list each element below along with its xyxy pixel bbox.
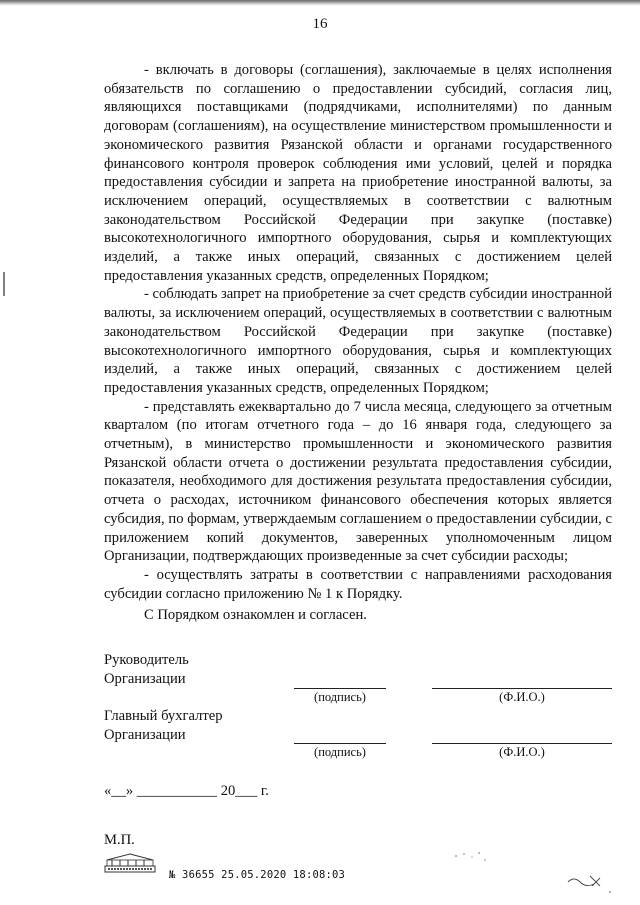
head-name-caption: (Ф.И.О.) (499, 690, 545, 704)
building-stamp-icon (104, 852, 156, 874)
accountant-signature-caption: (подпись) (314, 745, 366, 759)
handwritten-mark (560, 862, 620, 900)
accountant-name-caption: (Ф.И.О.) (499, 745, 545, 759)
registration-number: № 36655 25.05.2020 18:08:03 (169, 869, 346, 881)
scan-edge-mark (0, 270, 10, 300)
paragraph-contracts: - включать в договоры (соглашения), заключаемые в целях исполнения обязательств по соглашению о предоставлении субсидий, согласия лиц, являющихся поставщиками (подрядчиками, исполнителями) по данным договорам (соглашениям), на осуществление министерством промышленности и экономического развития Рязанской области и органами государственного финансового контроля проверок соблюдения ими условий, целей и порядка предоставления субсидии и запрета на приобретение иностранной валюты, за исключением операций, осуществляемых в соответствии с валютным законодательством Российской Федерации при закупке (поставке) высокотехнологичного импортного оборудования, сырья и комплектующих изделий, а также иных операций, связанных с достижением целей предоставления указанных средств, определенных Порядком; (104, 62, 612, 284)
head-title-line1: Руководитель (104, 652, 189, 668)
page-number: 16 (312, 16, 328, 32)
head-title-line2: Организации (104, 671, 186, 687)
seal-label: М.П. (104, 832, 135, 848)
head-name-line (432, 688, 612, 689)
agreement-statement: С Порядком ознакомлен и согласен. (144, 607, 367, 624)
paragraph-reporting: - представлять ежеквартально до 7 числа месяца, следующего за отчетным кварталом (по итогам отчетного года – до 16 января года, следующего за отчетным), в министерство промышленности и экономического развития Рязанской области отчета о достижении результата предоставления субсидии, показателя, необходимого для достижения результата предоставления субсидии, отчета о расходах, источником финансового обеспечения которых является субсидия, по формам, утверждаемым соглашением о предоставлении субсидии, с приложением копий документов, заверенных уполномоченным лицом Организации, подтверждающих произведенные за счет субсидии расходы; (104, 398, 612, 565)
accountant-name-line (432, 743, 612, 744)
head-signature-line (294, 688, 386, 689)
accountant-title-line1: Главный бухгалтер (104, 708, 223, 724)
scan-specks (452, 848, 492, 868)
head-signature-caption: (подпись) (314, 690, 366, 704)
paragraph-currency-ban: - соблюдать запрет на приобретение за счет средств субсидии иностранной валюты, за исключением операций, осуществляемых в соответствии с валютным законодательством Российской Федерации при закупке (поставке) высокотехнологичного импортного оборудования, сырья и комплектующих изделий, а также иных операций, связанных с достижением целей предоставления указанных средств, определенных Порядком; (104, 286, 613, 396)
paragraph-expenses: - осуществлять затраты в соответствии с направлениями расходования субсидии согласно приложению № 1 к Порядку. (104, 566, 612, 602)
accountant-signature-line (294, 743, 386, 744)
accountant-title-line2: Организации (104, 727, 186, 743)
document-body (104, 61, 612, 625)
scan-top-edge (0, 0, 640, 6)
date-line: «__» ___________ 20___ г. (104, 783, 269, 799)
